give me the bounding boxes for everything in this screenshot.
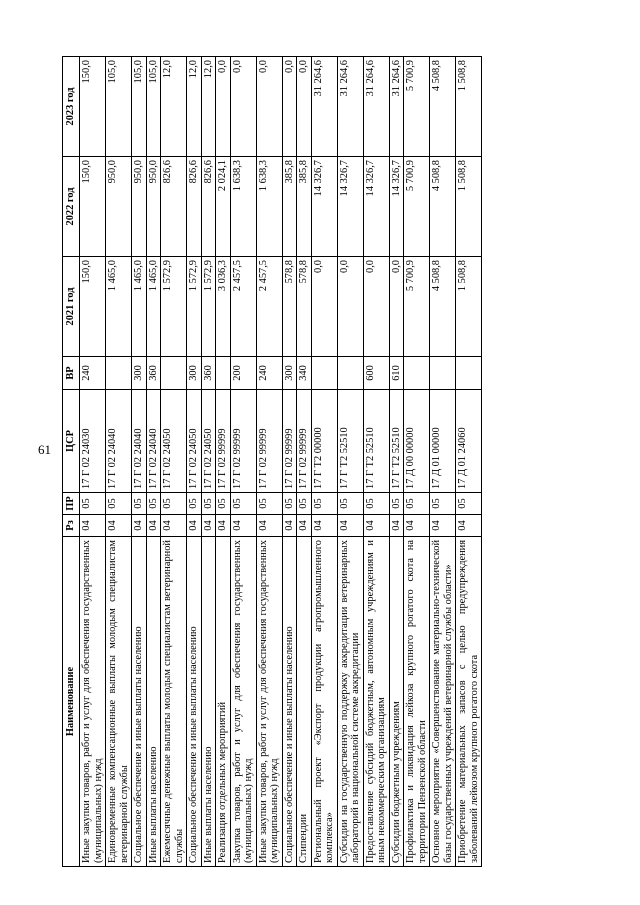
- cell-2022: 826,6: [187, 157, 202, 257]
- cell-2023: 150,0: [80, 57, 106, 157]
- cell-2021: 2 457,5: [256, 257, 282, 357]
- cell-rz: 04: [230, 515, 256, 537]
- table-row: [187, 57, 202, 867]
- cell-name: Реализация отдельных мероприятий: [216, 537, 231, 867]
- table-row: [389, 57, 404, 867]
- cell-2021: 0,0: [363, 257, 389, 357]
- cell-pr: 05: [430, 493, 456, 515]
- cell-rz: 04: [256, 515, 282, 537]
- cell-2022: 950,0: [132, 157, 147, 257]
- cell-pr: 05: [201, 493, 216, 515]
- cell-name: Субсидии бюджетным учреждениям: [389, 537, 404, 867]
- cell-name: Социальное обеспечение и иные выплаты населению: [282, 537, 297, 867]
- cell-vr: 360: [146, 357, 161, 390]
- cell-2021: 2 457,5: [230, 257, 256, 357]
- cell-2022: 150,0: [80, 157, 106, 257]
- cell-csr: 17 Г Т2 52510: [337, 390, 363, 493]
- cell-rz: 04: [311, 515, 337, 537]
- cell-pr: 05: [282, 493, 297, 515]
- cell-pr: 05: [230, 493, 256, 515]
- table-row: [230, 57, 256, 867]
- cell-csr: 17 Г Т2 52510: [389, 390, 404, 493]
- cell-rz: 04: [430, 515, 456, 537]
- cell-2023: 31 264,6: [389, 57, 404, 157]
- cell-vr: 600: [363, 357, 389, 390]
- cell-2021: 0,0: [389, 257, 404, 357]
- table-row: [106, 57, 132, 867]
- cell-vr: 610: [389, 357, 404, 390]
- table-row: [311, 57, 337, 867]
- cell-2023: 0,0: [297, 57, 312, 157]
- cell-vr: 300: [132, 357, 147, 390]
- cell-2022: 1 638,3: [230, 157, 256, 257]
- cell-rz: 04: [201, 515, 216, 537]
- cell-name: Закупка товаров, работ и услуг для обеспечения государственных (муниципальных) нужд: [230, 537, 256, 867]
- cell-rz: 04: [80, 515, 106, 537]
- cell-2022: 5 700,9: [404, 157, 430, 257]
- cell-2022: 385,8: [297, 157, 312, 257]
- cell-2021: 578,8: [297, 257, 312, 357]
- cell-2023: 0,0: [256, 57, 282, 157]
- cell-rz: 04: [282, 515, 297, 537]
- cell-vr: 340: [297, 357, 312, 390]
- cell-name: Приобретение материальных запасов с целью предупреждения заболеваний лейкозом крупного рогатого скота: [456, 537, 482, 867]
- cell-2022: 1 638,3: [256, 157, 282, 257]
- cell-pr: 05: [297, 493, 312, 515]
- cell-2021: 1 508,8: [456, 257, 482, 357]
- cell-2021: 1 465,0: [106, 257, 132, 357]
- cell-2023: 12,0: [161, 57, 187, 157]
- cell-2022: 385,8: [282, 157, 297, 257]
- cell-csr: 17 Г 02 24040: [106, 390, 132, 493]
- cell-name: Профилактика и ликвидация лейкоза крупного рогатого скота на территории Пензенской области: [404, 537, 430, 867]
- cell-name: Социальное обеспечение и иные выплаты населению: [132, 537, 147, 867]
- cell-2023: 12,0: [201, 57, 216, 157]
- cell-2021: 0,0: [311, 257, 337, 357]
- cell-pr: 05: [161, 493, 187, 515]
- cell-pr: 05: [389, 493, 404, 515]
- cell-rz: 04: [106, 515, 132, 537]
- cell-csr: 17 Г Т2 00000: [311, 390, 337, 493]
- cell-name: Иные выплаты населению: [146, 537, 161, 867]
- cell-pr: 05: [311, 493, 337, 515]
- header-pr: ПР: [63, 493, 80, 515]
- cell-2022: 4 508,8: [430, 157, 456, 257]
- cell-2023: 31 264,6: [363, 57, 389, 157]
- cell-2022: 14 326,7: [311, 157, 337, 257]
- cell-vr: [337, 357, 363, 390]
- cell-csr: 17 Г 02 99999: [230, 390, 256, 493]
- table-row: [337, 57, 363, 867]
- cell-rz: 04: [161, 515, 187, 537]
- header-2022: 2022 год: [63, 157, 80, 257]
- table-row: [80, 57, 106, 867]
- cell-vr: [106, 357, 132, 390]
- cell-rz: 04: [297, 515, 312, 537]
- cell-pr: 05: [337, 493, 363, 515]
- cell-name: Единовременные компенсационные выплаты молодым специалистам ветеринарной службы: [106, 537, 132, 867]
- cell-rz: 04: [187, 515, 202, 537]
- cell-rz: 04: [389, 515, 404, 537]
- cell-2022: 14 326,7: [337, 157, 363, 257]
- cell-vr: [404, 357, 430, 390]
- cell-2022: 2 024,1: [216, 157, 231, 257]
- table-row: [146, 57, 161, 867]
- table-row: [456, 57, 482, 867]
- cell-name: Иные выплаты населению: [201, 537, 216, 867]
- cell-2021: 0,0: [337, 257, 363, 357]
- cell-csr: 17 Г Т2 52510: [363, 390, 389, 493]
- cell-pr: 05: [132, 493, 147, 515]
- cell-2023: 31 264,6: [337, 57, 363, 157]
- cell-vr: 360: [201, 357, 216, 390]
- cell-rz: 04: [363, 515, 389, 537]
- cell-pr: 05: [256, 493, 282, 515]
- cell-2021: 150,0: [80, 257, 106, 357]
- cell-2023: 105,0: [146, 57, 161, 157]
- cell-pr: 05: [146, 493, 161, 515]
- header-2021: 2021 год: [63, 257, 80, 357]
- cell-rz: 04: [216, 515, 231, 537]
- cell-2021: 4 508,8: [430, 257, 456, 357]
- cell-name: Иные закупки товаров, работ и услуг для обеспечения государственных (муниципальных) нужд: [256, 537, 282, 867]
- table-row: [201, 57, 216, 867]
- cell-name: Ежемесячные денежные выплаты молодым специалистам ветеринарной службы: [161, 537, 187, 867]
- cell-2023: 0,0: [216, 57, 231, 157]
- cell-name: Основное мероприятие «Совершенствование материально-технической базы государственных учреждений ветеринарной службы области»: [430, 537, 456, 867]
- cell-2023: 12,0: [187, 57, 202, 157]
- cell-vr: 200: [230, 357, 256, 390]
- cell-2022: 14 326,7: [363, 157, 389, 257]
- cell-2023: 4 508,8: [430, 57, 456, 157]
- cell-rz: 04: [456, 515, 482, 537]
- cell-pr: 05: [456, 493, 482, 515]
- header-rz: Рз: [63, 515, 80, 537]
- cell-2021: 1 572,9: [161, 257, 187, 357]
- cell-name: Иные закупки товаров, работ и услуг для обеспечения государственных (муниципальных) нужд: [80, 537, 106, 867]
- cell-vr: [456, 357, 482, 390]
- cell-2021: 578,8: [282, 257, 297, 357]
- cell-2023: 105,0: [106, 57, 132, 157]
- cell-vr: [161, 357, 187, 390]
- table-row: [161, 57, 187, 867]
- cell-rz: 04: [146, 515, 161, 537]
- table-row: [363, 57, 389, 867]
- cell-2023: 105,0: [132, 57, 147, 157]
- cell-name: Субсидии на государственную поддержку аккредитации ветеринарных лабораторий в национальной системе аккредитации: [337, 537, 363, 867]
- table-body: [80, 57, 482, 867]
- cell-2022: 826,6: [161, 157, 187, 257]
- cell-2023: 5 700,9: [404, 57, 430, 157]
- cell-csr: 17 Д 01 24060: [456, 390, 482, 493]
- cell-csr: 17 Г 02 99999: [297, 390, 312, 493]
- cell-pr: 05: [106, 493, 132, 515]
- cell-2021: 1 465,0: [146, 257, 161, 357]
- cell-csr: 17 Г 02 24050: [201, 390, 216, 493]
- cell-csr: 17 Г 02 99999: [282, 390, 297, 493]
- cell-vr: [216, 357, 231, 390]
- table-row: [282, 57, 297, 867]
- cell-rz: 04: [132, 515, 147, 537]
- page-number: 61: [38, 442, 51, 457]
- cell-2021: 1 572,9: [187, 257, 202, 357]
- cell-csr: 17 Г 02 24050: [161, 390, 187, 493]
- cell-csr: 17 Г 02 99999: [216, 390, 231, 493]
- cell-2023: 0,0: [230, 57, 256, 157]
- table-row: [132, 57, 147, 867]
- cell-vr: 240: [256, 357, 282, 390]
- cell-vr: [430, 357, 456, 390]
- table-header-row: [63, 57, 80, 867]
- cell-name: Региональный проект «Экспорт продукции агропромышленного комплекса»: [311, 537, 337, 867]
- header-name: Наименование: [63, 537, 80, 867]
- cell-vr: 300: [187, 357, 202, 390]
- table-row: [430, 57, 456, 867]
- cell-2021: 1 572,9: [201, 257, 216, 357]
- cell-vr: 240: [80, 357, 106, 390]
- cell-csr: 17 Д 01 00000: [430, 390, 456, 493]
- cell-pr: 05: [404, 493, 430, 515]
- cell-csr: 17 Г 02 99999: [256, 390, 282, 493]
- cell-name: Предоставление субсидий бюджетным, автономным учреждениям и иным некоммерческим организациям: [363, 537, 389, 867]
- budget-table: [62, 56, 482, 867]
- cell-2023: 1 508,8: [456, 57, 482, 157]
- cell-name: Стипендии: [297, 537, 312, 867]
- cell-rz: 04: [337, 515, 363, 537]
- table-row: [404, 57, 430, 867]
- cell-vr: [311, 357, 337, 390]
- table-row: [297, 57, 312, 867]
- table-row: [256, 57, 282, 867]
- table-row: [216, 57, 231, 867]
- budget-table-rotated: [62, 57, 570, 867]
- cell-pr: 05: [363, 493, 389, 515]
- cell-pr: 05: [80, 493, 106, 515]
- cell-2022: 950,0: [106, 157, 132, 257]
- header-vr: ВР: [63, 357, 80, 390]
- cell-csr: 17 Г 02 24040: [146, 390, 161, 493]
- cell-2022: 826,6: [201, 157, 216, 257]
- cell-csr: 17 Г 02 24050: [187, 390, 202, 493]
- cell-2022: 14 326,7: [389, 157, 404, 257]
- header-2023: 2023 год: [63, 57, 80, 157]
- header-csr: ЦСР: [63, 390, 80, 493]
- cell-2021: 1 465,0: [132, 257, 147, 357]
- cell-rz: 04: [404, 515, 430, 537]
- cell-name: Социальное обеспечение и иные выплаты населению: [187, 537, 202, 867]
- cell-2023: 0,0: [282, 57, 297, 157]
- cell-2021: 3 036,3: [216, 257, 231, 357]
- cell-2023: 31 264,6: [311, 57, 337, 157]
- cell-pr: 05: [216, 493, 231, 515]
- cell-csr: 17 Г 02 24030: [80, 390, 106, 493]
- cell-vr: 300: [282, 357, 297, 390]
- cell-csr: 17 Г 02 24040: [132, 390, 147, 493]
- cell-2021: 5 700,9: [404, 257, 430, 357]
- cell-2022: 1 508,8: [456, 157, 482, 257]
- cell-pr: 05: [187, 493, 202, 515]
- cell-2022: 950,0: [146, 157, 161, 257]
- cell-csr: 17 Д 00 00000: [404, 390, 430, 493]
